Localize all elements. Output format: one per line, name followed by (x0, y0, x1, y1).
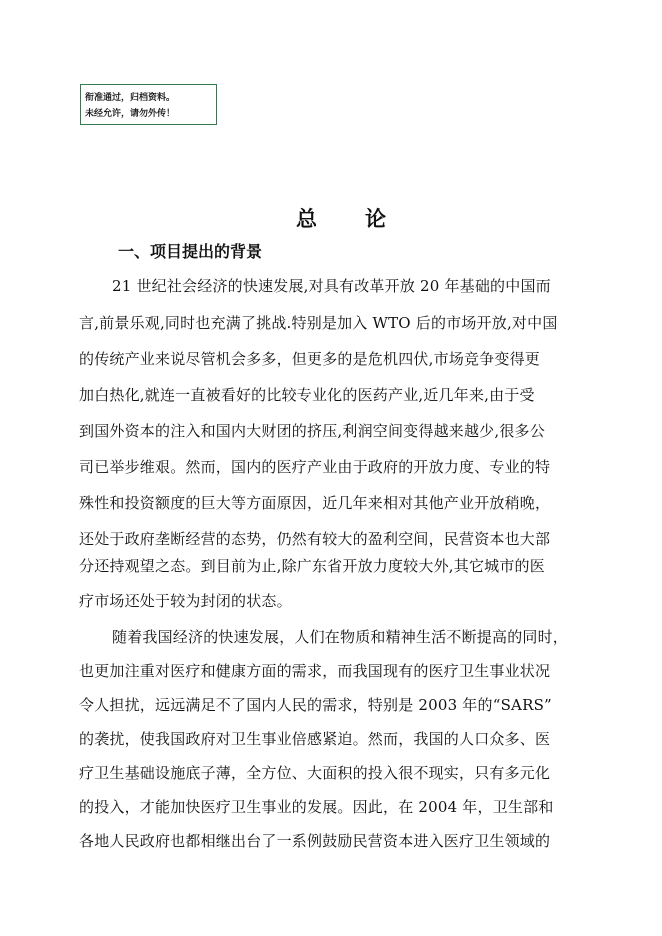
text-line: 加白热化,就连一直被看好的比较专业化的医药产业,近几年来,由于受 (79, 386, 535, 404)
text-line: 还处于政府垄断经营的态势，仍然有较大的盈利空间，民营资本也大部 (79, 530, 551, 548)
text-line: 各地人民政府也都相继出台了一系例鼓励民营资本进入医疗卫生领域的 (79, 832, 551, 850)
text-line: 的传统产业来说尽管机会多多，但更多的是危机四伏,市场竞争变得更 (79, 350, 540, 368)
notice-stamp-box (80, 84, 217, 125)
text-line: 言,前景乐观,同时也充满了挑战.特别是加入 WTO 后的市场开放,对中国 (79, 314, 558, 332)
text-line: 殊性和投资额度的巨大等方面原因，近几年来相对其他产业开放稍晚， (79, 494, 551, 512)
notice-line-2: 未经允许，请勿外传！ (85, 109, 176, 119)
notice-line-1: 衔准通过，归档资料。 (85, 93, 176, 103)
text-line: 疗卫生基础设施底子薄，全方位、大面积的投入很不现实，只有多元化 (79, 764, 551, 782)
text-line: 到国外资本的注入和国内大财团的挤压,利润空间变得越来越少,很多公 (79, 422, 545, 440)
section-heading: 一、项目提出的背景 (118, 242, 263, 261)
text-line: 的投入，才能加快医疗卫生事业的发展。因此，在 2004 年，卫生部和 (79, 798, 554, 816)
text-line: 21 世纪社会经济的快速发展,对具有改革开放 20 年基础的中国而 (112, 277, 551, 295)
text-line: 的袭扰，使我国政府对卫生事业倍感紧迫。然而，我国的人口众多、医 (79, 730, 551, 748)
text-line: 令人担扰，远远满足不了国内人民的需求，特别是 2003 年的“SARS” (79, 696, 552, 714)
text-line: 疗市场还处于较为封闭的状态。 (79, 592, 292, 610)
title-char-2: 论 (365, 207, 387, 231)
text-line: 随着我国经济的快速发展，人们在物质和精神生活不断提高的同时， (112, 628, 569, 646)
page-title (296, 203, 387, 233)
text-line: 分还持观望之态。到目前为止,除广东省开放力度较大外,其它城市的医 (79, 557, 545, 575)
text-line: 司已举步维艰。然而，国内的医疗产业由于政府的开放力度、专业的特 (79, 458, 551, 476)
title-char-1: 总 (296, 207, 318, 231)
text-line: 也更加注重对医疗和健康方面的需求，而我国现有的医疗卫生事业状况 (79, 662, 551, 680)
